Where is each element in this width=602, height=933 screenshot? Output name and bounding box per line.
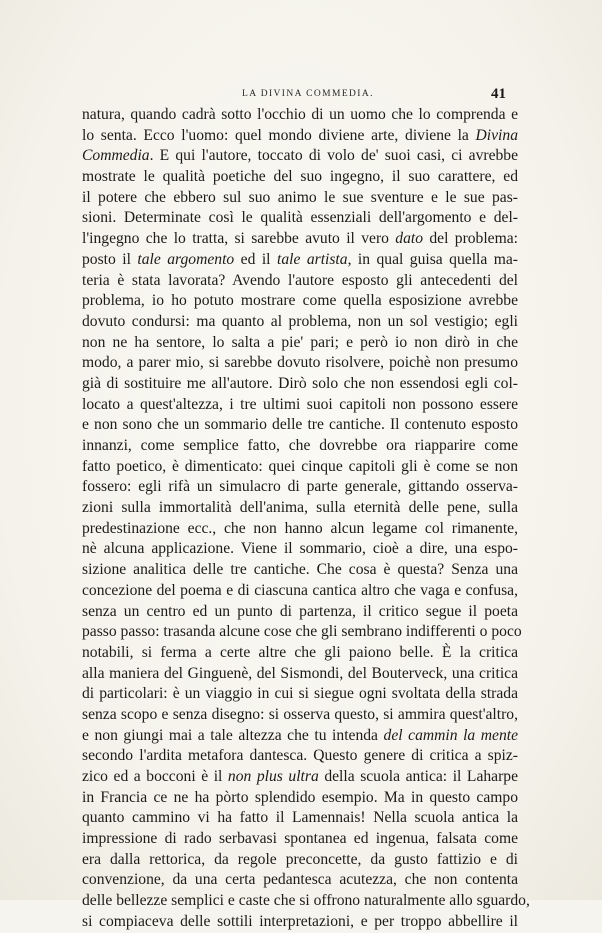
text-segment: quanto cammino vi ha fatto il Lamennais! Nella scuola antica la [82, 809, 518, 827]
italic-text-segment: tale argomento [137, 250, 235, 268]
text-segment: senza un centro ed un punto di partenza, il critico segue il poeta [82, 602, 518, 620]
text-segment: di particolari: è un viaggio in cui si siegue ogni svoltata della strada [82, 685, 518, 703]
italic-text-segment: del cammin la mente [383, 726, 518, 744]
text-segment: convenzione, da una certa pedantesca acutezza, che non contenta [82, 871, 518, 889]
italic-text-segment: non plus ultra [227, 768, 319, 785]
text-line [82, 602, 518, 623]
text-segment: l'ingegno che lo tratta, si sarebbe avuto il vero [82, 230, 396, 248]
text-segment: della scuola antica: il Laharpe [318, 768, 519, 785]
text-line [82, 395, 518, 416]
text-line [82, 374, 518, 395]
body-text [82, 105, 530, 933]
text-line [82, 436, 518, 457]
text-line [82, 353, 518, 374]
text-segment: predestinazione ecc., che non hanno alcun legame col rimanente, [82, 519, 518, 537]
text-line [82, 891, 530, 912]
text-segment: passo passo: trasanda alcune cose che gli sembrano indifferenti o poco [82, 623, 522, 641]
text-line [82, 271, 518, 292]
text-line [82, 643, 518, 664]
text-segment: zico ed a bocconi è il [82, 768, 228, 785]
text-segment: sizione analitica delle tre cantiche. Che cosa è questa? Senza una [82, 561, 518, 579]
text-segment: ed il [234, 250, 277, 268]
text-segment: posto il [82, 250, 138, 268]
text-segment: problema, io ho potuto mostrare come quella esposizione avrebbe [82, 292, 518, 310]
text-line [82, 560, 518, 581]
text-line [82, 705, 518, 726]
text-segment: lo senta. Ecco l'uomo: quel mondo diviene arte, diviene la [82, 126, 476, 144]
text-segment: mostrate le qualità poetiche del suo ingegno, il suo carattere, ed [82, 168, 518, 186]
text-segment: modo, a parer mio, si sarebbe dovuto risolvere, poichè non presumo [82, 354, 518, 372]
italic-text-segment: tale artista [276, 250, 348, 268]
text-line [82, 767, 518, 788]
text-line [82, 229, 518, 250]
text-segment: fatto poetico, è dimenticato: quei cinque capitoli gli è come se non [82, 457, 518, 475]
text-segment: secondo l'ardita metafora dantesca. Questo genere di critica a spiz- [82, 747, 518, 765]
text-line [82, 519, 518, 540]
text-segment: locato a quest'altezza, i tre ultimi suoi capitoli non possono essere [82, 395, 518, 413]
text-line [82, 312, 518, 333]
text-segment: fossero: egli rifà un simulacro di parte generale, gittando osserva- [82, 478, 518, 496]
text-line [82, 498, 518, 519]
text-segment: nè alcuna applicazione. Viene il sommario, cioè a dire, una espo- [82, 540, 518, 558]
text-segment: il potere che ebbero sul suo animo le sue sventure e le sue pas- [82, 188, 518, 206]
text-line [82, 477, 518, 498]
text-line [82, 581, 518, 602]
text-line [82, 829, 518, 850]
text-segment: alla maniera del Ginguenè, del Sismondi, del Bouterveck, una critica [82, 664, 518, 682]
text-segment: . E qui l'autore, toccato di volo de' suoi casi, ci avrebbe [149, 147, 518, 165]
text-segment: senza scopo e senza disegno: si osserva questo, si ammira quest'altro, [82, 705, 518, 723]
italic-text-segment: Divina [475, 126, 518, 144]
text-segment: e non giungi mai a tale altezza che tu intenda [82, 726, 384, 744]
text-segment: innanzi, come semplice fatto, che dovrebbe ora riapparire come [82, 437, 518, 454]
text-segment: natura, quando cadrà sotto l'occhio di un uomo che lo comprenda e [82, 106, 518, 123]
text-segment: non ne ha sentore, lo salta a pie' pari; e però io non dirò in che [82, 333, 518, 351]
text-line [82, 457, 518, 478]
text-line [82, 539, 518, 560]
text-segment: in Francia ce ne ha pòrto splendido esempio. Ma in questo campo [82, 788, 518, 806]
text-line [82, 788, 518, 809]
text-segment: e non sono che un sommario delle tre cantiche. Il contenuto esposto [82, 416, 518, 434]
text-segment: si compiaceva delle sottili interpretazioni, e per troppo abbellire il [82, 912, 518, 930]
text-line [82, 415, 518, 436]
running-title: LA DIVINA COMMEDIA. [242, 89, 374, 99]
text-line [82, 850, 518, 871]
text-segment: già di sostituire me all'autore. Dirò solo che non essendosi egli col- [82, 374, 518, 392]
italic-text-segment: Commedia [82, 147, 150, 165]
page-number: 41 [491, 86, 506, 102]
italic-text-segment: dato [395, 230, 424, 248]
text-segment: , in qual guisa quella ma- [347, 250, 518, 268]
text-segment: teria è stata lavorata? Avendo l'autore esposto gli antecedenti del [82, 271, 518, 289]
text-line [82, 726, 518, 747]
text-line [82, 126, 518, 147]
text-line [82, 188, 518, 209]
running-header [0, 86, 602, 104]
text-line [82, 664, 518, 685]
text-line [82, 622, 522, 643]
text-line [82, 167, 518, 188]
text-line [82, 250, 518, 271]
text-line [82, 291, 518, 312]
text-line [82, 870, 518, 891]
text-line [82, 684, 518, 705]
text-segment: concezione del poema e di ciascuna cantica altro che vaga e confusa, [82, 581, 518, 599]
text-line [82, 146, 518, 167]
text-segment: dovuto condursi: ma quanto al problema, non un sol vestigio; egli [82, 312, 518, 330]
text-segment: notabili, si ferma a certe altre che gli paiono belle. È la critica [82, 643, 518, 661]
text-line [82, 208, 518, 229]
text-line [82, 105, 518, 126]
text-segment: sioni. Determinate così le qualità essenziali dell'argomento e del- [82, 209, 518, 227]
text-segment: impressione di rado serbavasi spontanea ed ingenua, falsata come [82, 830, 518, 848]
text-line [82, 808, 518, 829]
text-segment: del problema: [423, 230, 518, 248]
text-segment: zioni sulla immortalità dell'anima, sulla eternità delle pene, sulla [82, 499, 518, 517]
text-line [82, 746, 518, 767]
text-line [82, 912, 518, 933]
text-line [82, 333, 518, 354]
text-segment: delle bellezze semplici e caste che si offrono naturalmente allo sguardo, [82, 892, 530, 910]
text-segment: era dalla rettorica, da regole preconcette, da gusto fattizio e di [82, 850, 518, 868]
